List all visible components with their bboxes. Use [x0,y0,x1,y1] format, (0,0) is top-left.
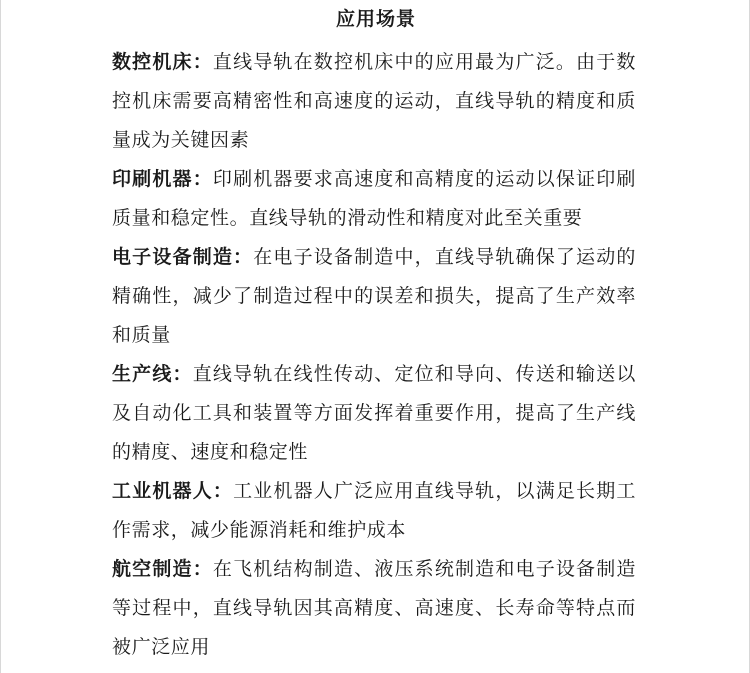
section-production-line [112,355,636,472]
section-term: 工业机器人： [112,480,234,502]
section-term: 电子设备制造： [112,246,254,268]
page-title: 应用场景 [335,8,416,30]
section-term: 数控机床： [112,51,213,73]
section-term: 航空制造： [112,558,213,580]
section-cnc-machine-tools [112,43,636,160]
section-text: 直线导轨在线性传动、定位和导向、传送和输送以及自动化工具和装置等方面发挥着重要作用，提高了生产线的精度、速度和稳定性 [112,363,636,463]
content-body [112,43,636,667]
section-text: 直线导轨在数控机床中的应用最为广泛。由于数控机床需要高精密性和高速度的运动，直线导轨的精度和质量成为关键因素 [112,51,636,151]
section-text: 工业机器人广泛应用直线导轨，以满足长期工作需求，减少能源消耗和维护成本 [112,480,636,541]
section-aviation-manufacturing [112,550,636,667]
section-text: 印刷机器要求高速度和高精度的运动以保证印刷质量和稳定性。直线导轨的滑动性和精度对此至关重要 [112,168,636,229]
section-text: 在飞机结构制造、液压系统制造和电子设备制造等过程中，直线导轨因其高精度、高速度、长寿命等特点而被广泛应用 [112,558,636,658]
section-industrial-robots [112,472,636,550]
section-term: 生产线： [112,363,193,385]
section-text: 在电子设备制造中，直线导轨确保了运动的精确性，减少了制造过程中的误差和损失，提高了生产效率和质量 [112,246,636,346]
section-electronics-manufacturing [112,238,636,355]
section-printing-machines [112,160,636,238]
section-term: 印刷机器： [112,168,213,190]
